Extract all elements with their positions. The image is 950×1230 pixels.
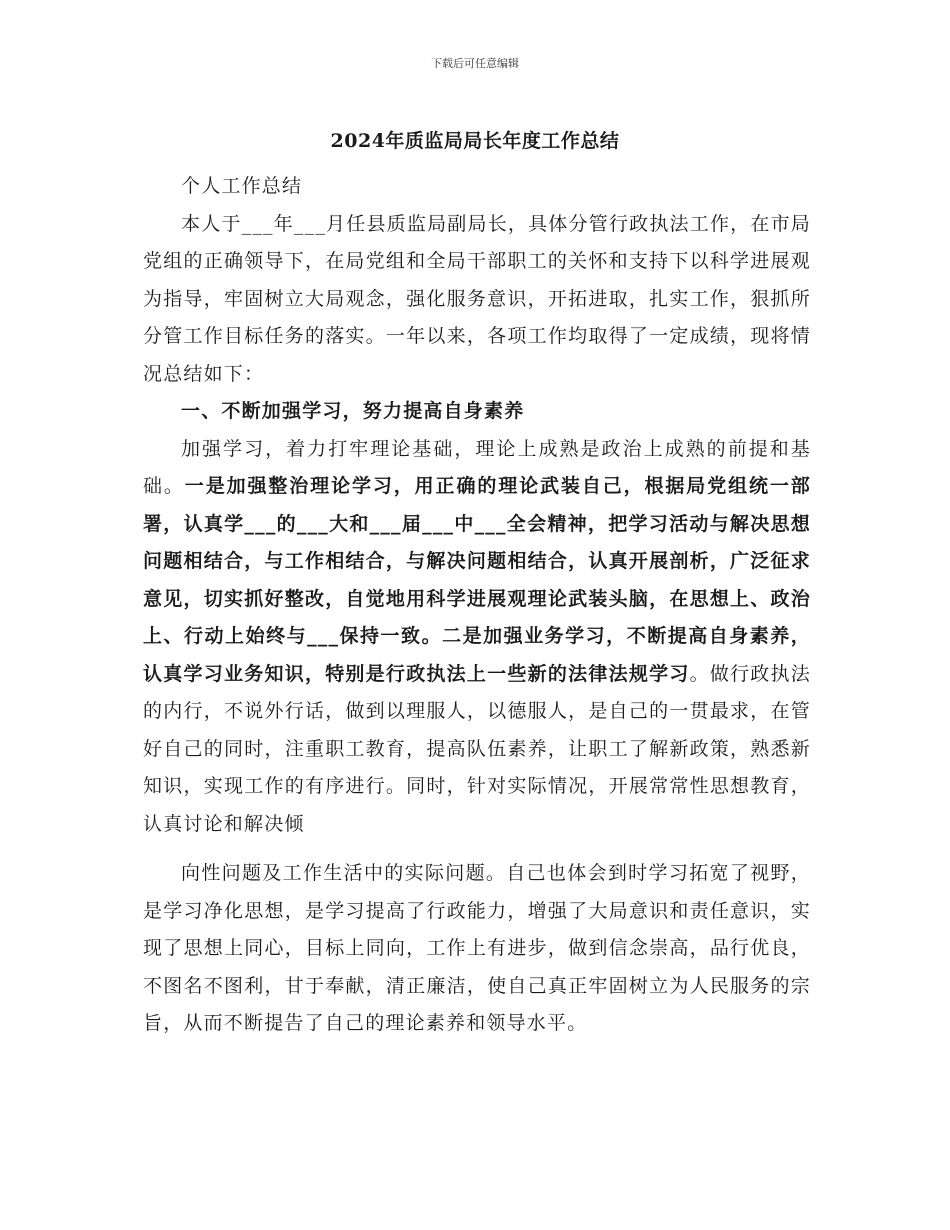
- section-paragraph: [143, 431, 811, 844]
- document-body: [143, 168, 811, 1043]
- header-note: 下载后可任意编辑: [431, 57, 519, 70]
- continuation-paragraph: 向性问题及工作生活中的实际问题。自己也体会到时学习拓宽了视野，是学习净化思想，是学习提高了行政能力，增强了大局意识和责任意识，实现了思想上同心，目标上同向，工作上有进步，做到信念崇高，品行优良，不图名不图利，甘于奉献，清正廉洁，使自己真正牢固树立为人民服务的宗旨，从而不断提告了自己的理论素养和领导水平。: [143, 862, 811, 1034]
- document-title: 2024年质监局局长年度工作总结: [330, 130, 620, 152]
- paragraph-tail: 。做行政执法的内行，不说外行话，做到以理服人，以德服人，是自己的一贯最求，在管好自己的同时，注重职工教育，提高队伍素养，让职工了解新政策，熟悉新知识，实现工作的有序进行。同时，针对实际情况，开展常常性思想教育，认真讨论和解决倾: [143, 662, 811, 835]
- paragraph-lead: 加强学习，着力打牢理论基础，理论上成熟是政治上成熟的前提和基础。: [143, 437, 811, 497]
- intro-paragraph: 本人于___年___月任县质监局副局长，具体分管行政执法工作，在市局党组的正确领导下，在局党组和全局干部职工的关怀和支持下以科学进展观为指导，牢固树立大局观念，强化服务意识，开拓进取，扎实工作，狠抓所分管工作目标任务的落实。一年以来，各项工作均取得了一定成绩，现将情况总结如下：: [143, 212, 811, 385]
- paragraph-bold-text: 一是加强整治理论学习，用正确的理论武装自己，根据局党组统一部署，认真学___的___大和___届___中___全会精神，把学习活动与解决思想问题相结合，与工作相结合，与解决问题相结合，认真开展剖析，广泛征求意见，切实抓好整改，自觉地用科学进展观理论武装头脑，在思想上、政治上、行动上始终与___保持一致。二是加强业务学习，不断提高自身素养，认真学习业务知识，特别是行政执法上一些新的法律法规学习: [143, 475, 811, 685]
- subtitle: 个人工作总结: [181, 175, 303, 197]
- section-heading: 一、不断加强学习，努力提高自身素养: [181, 400, 525, 422]
